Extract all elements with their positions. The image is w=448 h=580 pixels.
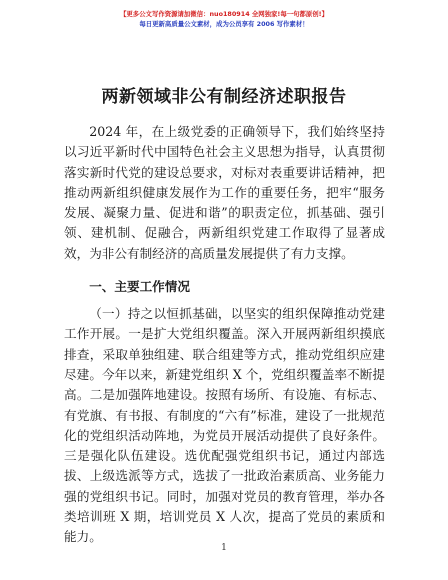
page-number: 1: [221, 543, 227, 553]
promo-banner-line-1: 【更多公文写作资源请加微信：nuo180914 全网独家!每一句都原创!】: [120, 10, 328, 18]
document-title: 两新领域非公有制经济述职报告: [101, 87, 347, 107]
section-heading: 一、主要工作情况: [89, 279, 190, 295]
promo-banner: [0, 9, 448, 29]
promo-banner-line-2: 每日更新高质量公文素材，成为公员享有 2006 写作素材！: [139, 20, 309, 28]
section-paragraph: （一）持之以恒抓基础，以坚实的组织保障推动党建工作开展。一是扩大党组织覆盖。深入开展两新组织摸底排查，采取单独组建、联合组建等方式，推动党组织应建尽建。今年以来，新建党组织 X 个，党组织覆盖率不断提高。二是加强阵地建设。按照有场所、有设施、有标志、有党旗、有书报、有制度的“六有”标准，建设了一批规范化的党组织活动阵地，为党员开展活动提供了良好条件。三是强化队伍建设。选优配强党组织书记，通过内部选拔、上级选派等方式，选拔了一批政治素质高、业务能力强的党组织书记。同时，加强对党员的教育管理，举办各类培训班 X 期，培训党员 X 人次，提高了党员的素质和能力。: [64, 306, 385, 545]
document-body: [64, 122, 385, 548]
intro-paragraph: 2024 年，在上级党委的正确领导下，我们始终坚持以习近平新时代中国特色社会主义思想为指导，认真贯彻落实新时代党的建设总要求，对标对表重要讲话精神，把推动两新组织健康发展作为工作的重要任务，把牢“服务发展、凝聚力量、促进和谐”的职责定位，抓基础、强引领、建机制、促融合，两新组织党建工作取得了显著成效，为非公有制经济的高质量发展提供了有力支撑。: [64, 124, 385, 261]
